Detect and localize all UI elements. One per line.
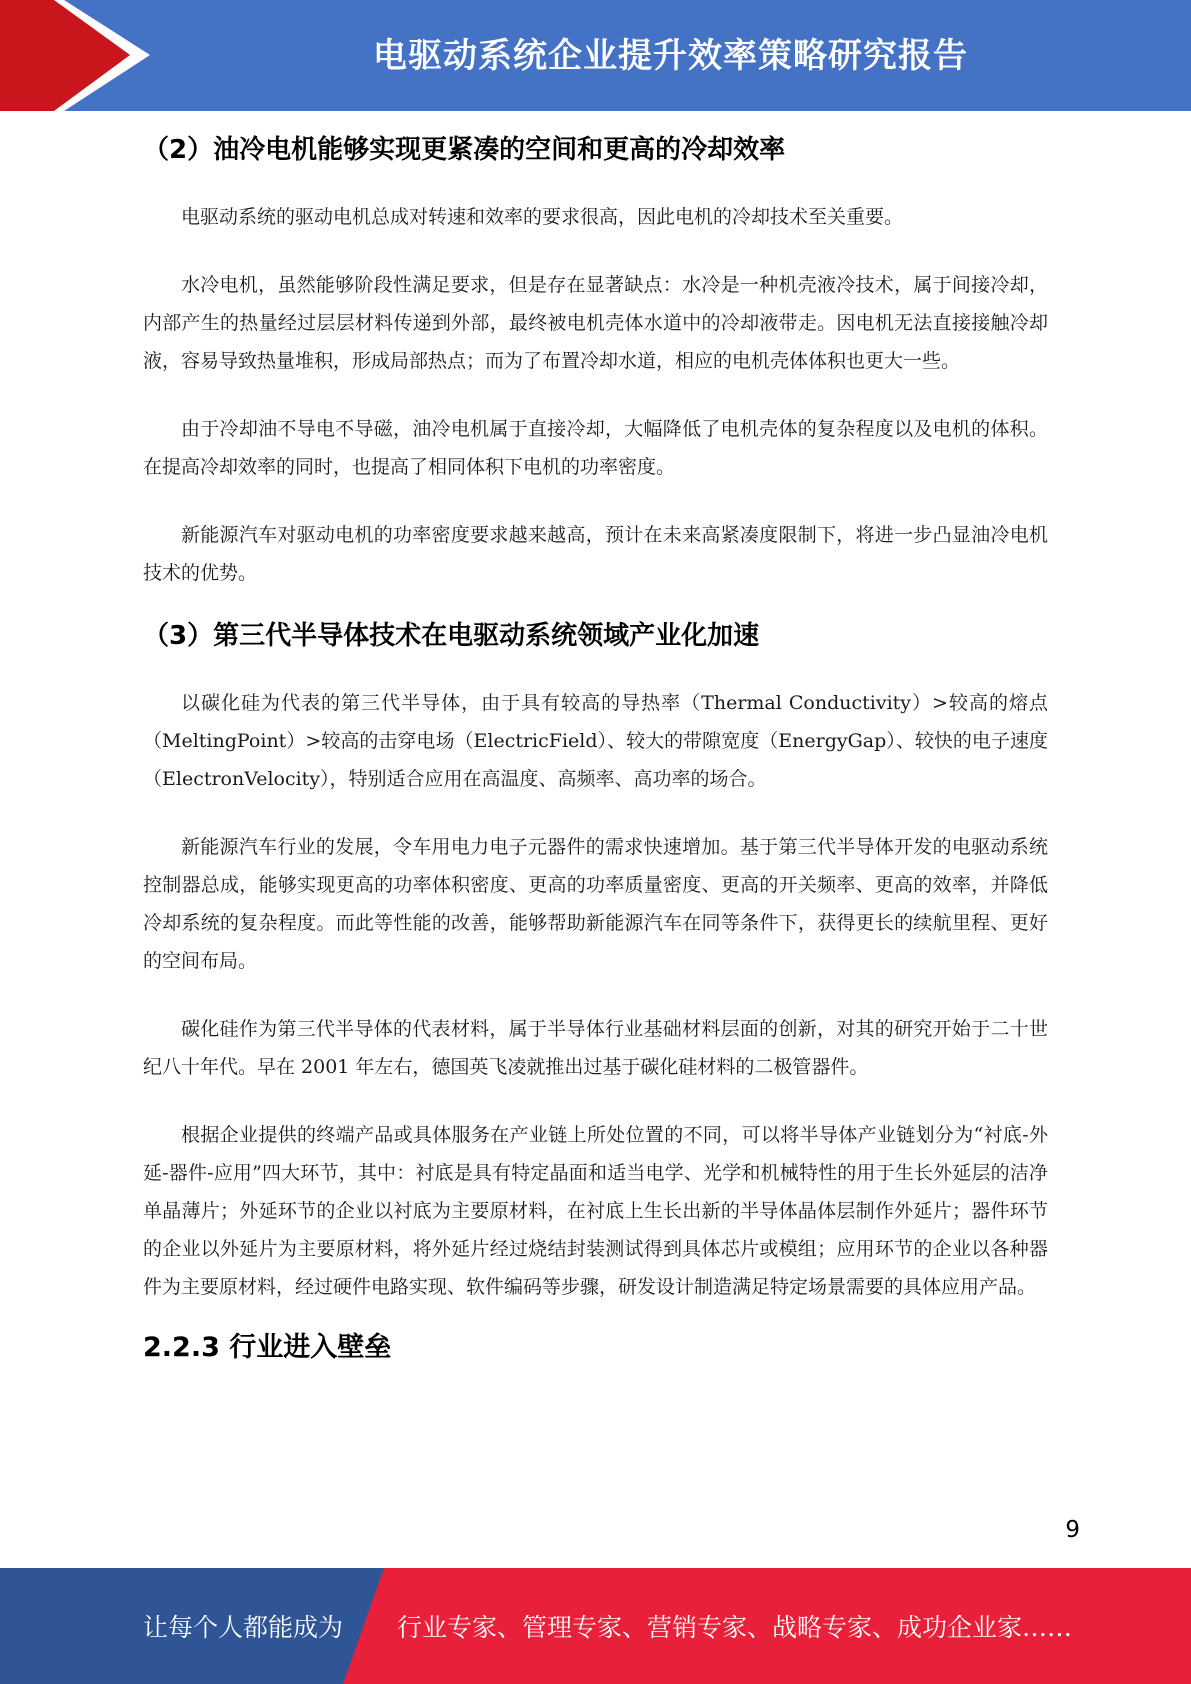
- paragraph: 水冷电机，虽然能够阶段性满足要求，但是存在显著缺点：水冷是一种机壳液冷技术，属于间接冷却，内部产生的热量经过层层材料传递到外部，最终被电机壳体水道中的冷却液带走。因电机无法直接接触冷却液，容易导致热量堆积，形成局部热点；而为了布置冷却水道，相应的电机壳体体积也更大一些。: [143, 274, 1048, 372]
- page-number: 9: [1065, 1517, 1080, 1543]
- paragraph: 碳化硅作为第三代半导体的代表材料，属于半导体行业基础材料层面的创新，对其的研究开始于二十世纪八十年代。早在 2001 年左右，德国英飞凌就推出过基于碳化硅材料的二极管器件。: [143, 1018, 1048, 1078]
- report-title: 电驱动系统企业提升效率策略研究报告: [373, 35, 968, 76]
- footer-slogan-left: 让每个人都能成为: [143, 1613, 344, 1642]
- page-content: [143, 128, 1048, 1370]
- paragraph: 由于冷却油不导电不导磁，油冷电机属于直接冷却，大幅降低了电机壳体的复杂程度以及电机的体积。在提高冷却效率的同时，也提高了相同体积下电机的功率密度。: [143, 418, 1048, 478]
- page-footer: [0, 1568, 1191, 1684]
- paragraph: 以碳化硅为代表的第三代半导体，由于具有较高的导热率（Thermal Conductivity）>较高的熔点（MeltingPoint）>较高的击穿电场（ElectricField）、较大的带隙宽度（EnergyGap）、较快的电子速度（ElectronVelocity），特别适合应用在高温度、高频率、高功率的场合。: [143, 692, 1048, 790]
- section-heading-third-gen-semiconductor: （3）第三代半导体技术在电驱动系统领域产业化加速: [143, 621, 760, 651]
- paragraph: 根据企业提供的终端产品或具体服务在产业链上所处位置的不同，可以将半导体产业链划分为“衬底-外延-器件-应用”四大环节，其中：衬底是具有特定晶面和适当电学、光学和机械特性的用于生长外延层的洁净单晶薄片；外延环节的企业以衬底为主要原材料，在衬底上生长出新的半导体晶体层制作外延片；器件环节的企业以外延片为主要原材料，将外延片经过烧结封装测试得到具体芯片或模组；应用环节的企业以各种器件为主要原材料，经过硬件电路实现、软件编码等步骤，研发设计制造满足特定场景需要的具体应用产品。: [143, 1124, 1048, 1298]
- page-header: [0, 0, 1191, 111]
- paragraph: 新能源汽车对驱动电机的功率密度要求越来越高，预计在未来高紧凑度限制下，将进一步凸显油冷电机技术的优势。: [143, 524, 1048, 584]
- paragraph: 电驱动系统的驱动电机总成对转速和效率的要求很高，因此电机的冷却技术至关重要。: [181, 206, 904, 228]
- section-heading-oil-cooled-motor: （2）油冷电机能够实现更紧凑的空间和更高的冷却效率: [143, 135, 786, 165]
- footer-slogan-right: 行业专家、管理专家、营销专家、战略专家、成功企业家……: [397, 1613, 1073, 1642]
- paragraph: 新能源汽车行业的发展，令车用电力电子元器件的需求快速增加。基于第三代半导体开发的电驱动系统控制器总成，能够实现更高的功率体积密度、更高的功率质量密度、更高的开关频率、更高的效率，并降低冷却系统的复杂程度。而此等性能的改善，能够帮助新能源汽车在同等条件下，获得更长的续航里程、更好的空间布局。: [143, 836, 1048, 972]
- subsection-heading: 2.2.3 行业进入壁垒: [143, 1332, 392, 1363]
